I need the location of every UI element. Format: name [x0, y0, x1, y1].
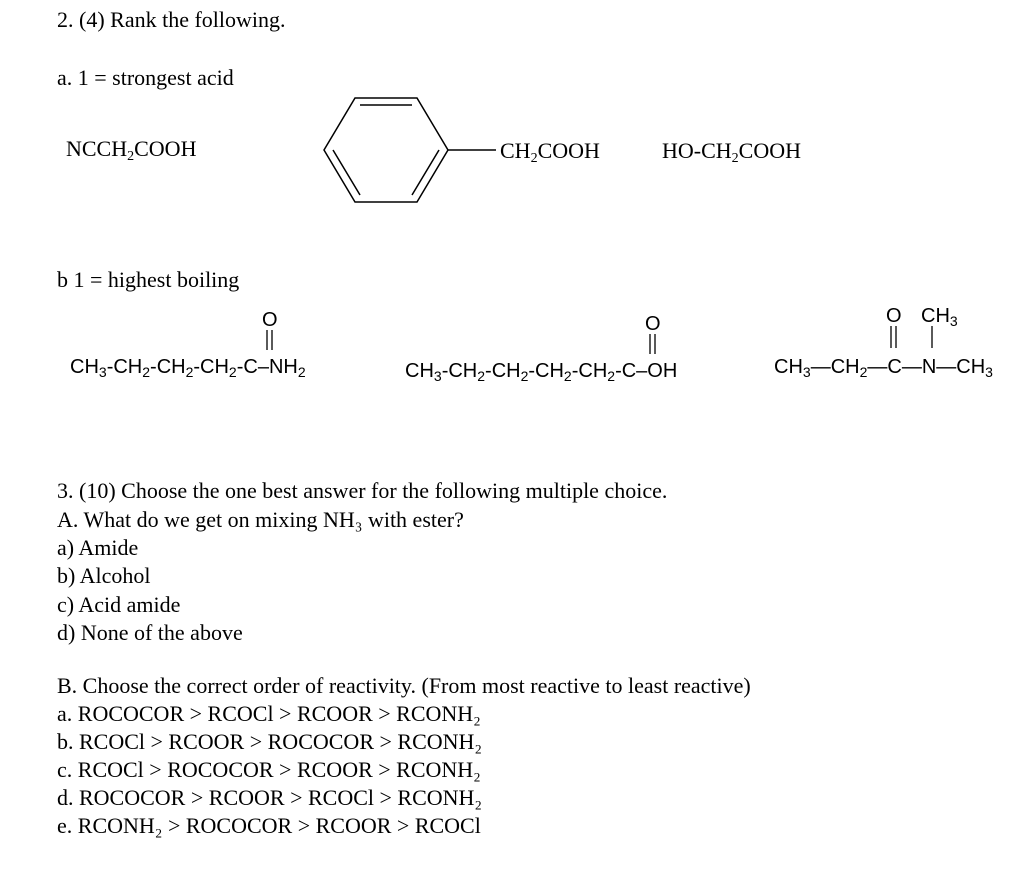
q2-title: 2. (4) Rank the following.: [57, 7, 286, 32]
q3a-question: A. What do we get on mixing NH₃ with ester?: [57, 507, 464, 532]
compound-phenylacetic-acid: $CH_2COOH$: [500, 138, 600, 166]
q3-title: 3. (10) Choose the one best answer for the following multiple choice.: [57, 478, 668, 503]
carbonyl-oxygen-1: O: [262, 309, 278, 331]
double-bond-2: [645, 334, 661, 356]
carbonyl-oxygen-3: O: [886, 305, 902, 327]
q3a-option-c: c) Acid amide: [57, 592, 181, 617]
q3b-option-a: a. ROCOCOR > RCOCl > RCOOR > RCONH₂: [57, 701, 481, 726]
q3b-option-d: d. ROCOCOR > RCOOR > RCOCl > RCONH₂: [57, 785, 483, 810]
q3a-option-b: b) Alcohol: [57, 563, 151, 588]
compound-dimethylpropanamide: $CH_3—CH_2—C—N—CH_3$: [774, 356, 993, 380]
q3b-option-e: e. RCONH₂ > ROCOCOR > RCOOR > RCOCl: [57, 813, 481, 838]
q3a-option-d: d) None of the above: [57, 620, 243, 645]
compound-glycolic-acid: $HO-CH_2COOH$: [662, 138, 802, 166]
q2b-label: b 1 = highest boiling: [57, 267, 240, 292]
benzene-ring: [318, 92, 498, 212]
compound-ncch2cooh: $NCCH_2COOH$: [66, 136, 197, 164]
q3a-option-a: a) Amide: [57, 535, 139, 560]
q3b-option-b: b. RCOCl > RCOOR > ROCOCOR > RCONH₂: [57, 729, 483, 754]
q2a-label: a. 1 = strongest acid: [57, 65, 234, 90]
compound-pentanamide: $CH_3-CH_2-CH_2-CH_2-C-NH_2$: [70, 356, 306, 380]
carbonyl-oxygen-2: O: [645, 313, 661, 335]
n-methyl-label: $CH_3$: [921, 305, 958, 329]
bonds-3: [886, 326, 946, 352]
q3b-question: B. Choose the correct order of reactivity. (From most reactive to least reactive): [57, 673, 751, 698]
q3b-option-c: c. RCOCl > ROCOCOR > RCOOR > RCONH₂: [57, 757, 481, 782]
double-bond-1: [262, 330, 278, 352]
compound-hexanoic-acid: $CH_3-CH_2-CH_2-CH_2-CH_2-C-OH$: [405, 360, 678, 384]
